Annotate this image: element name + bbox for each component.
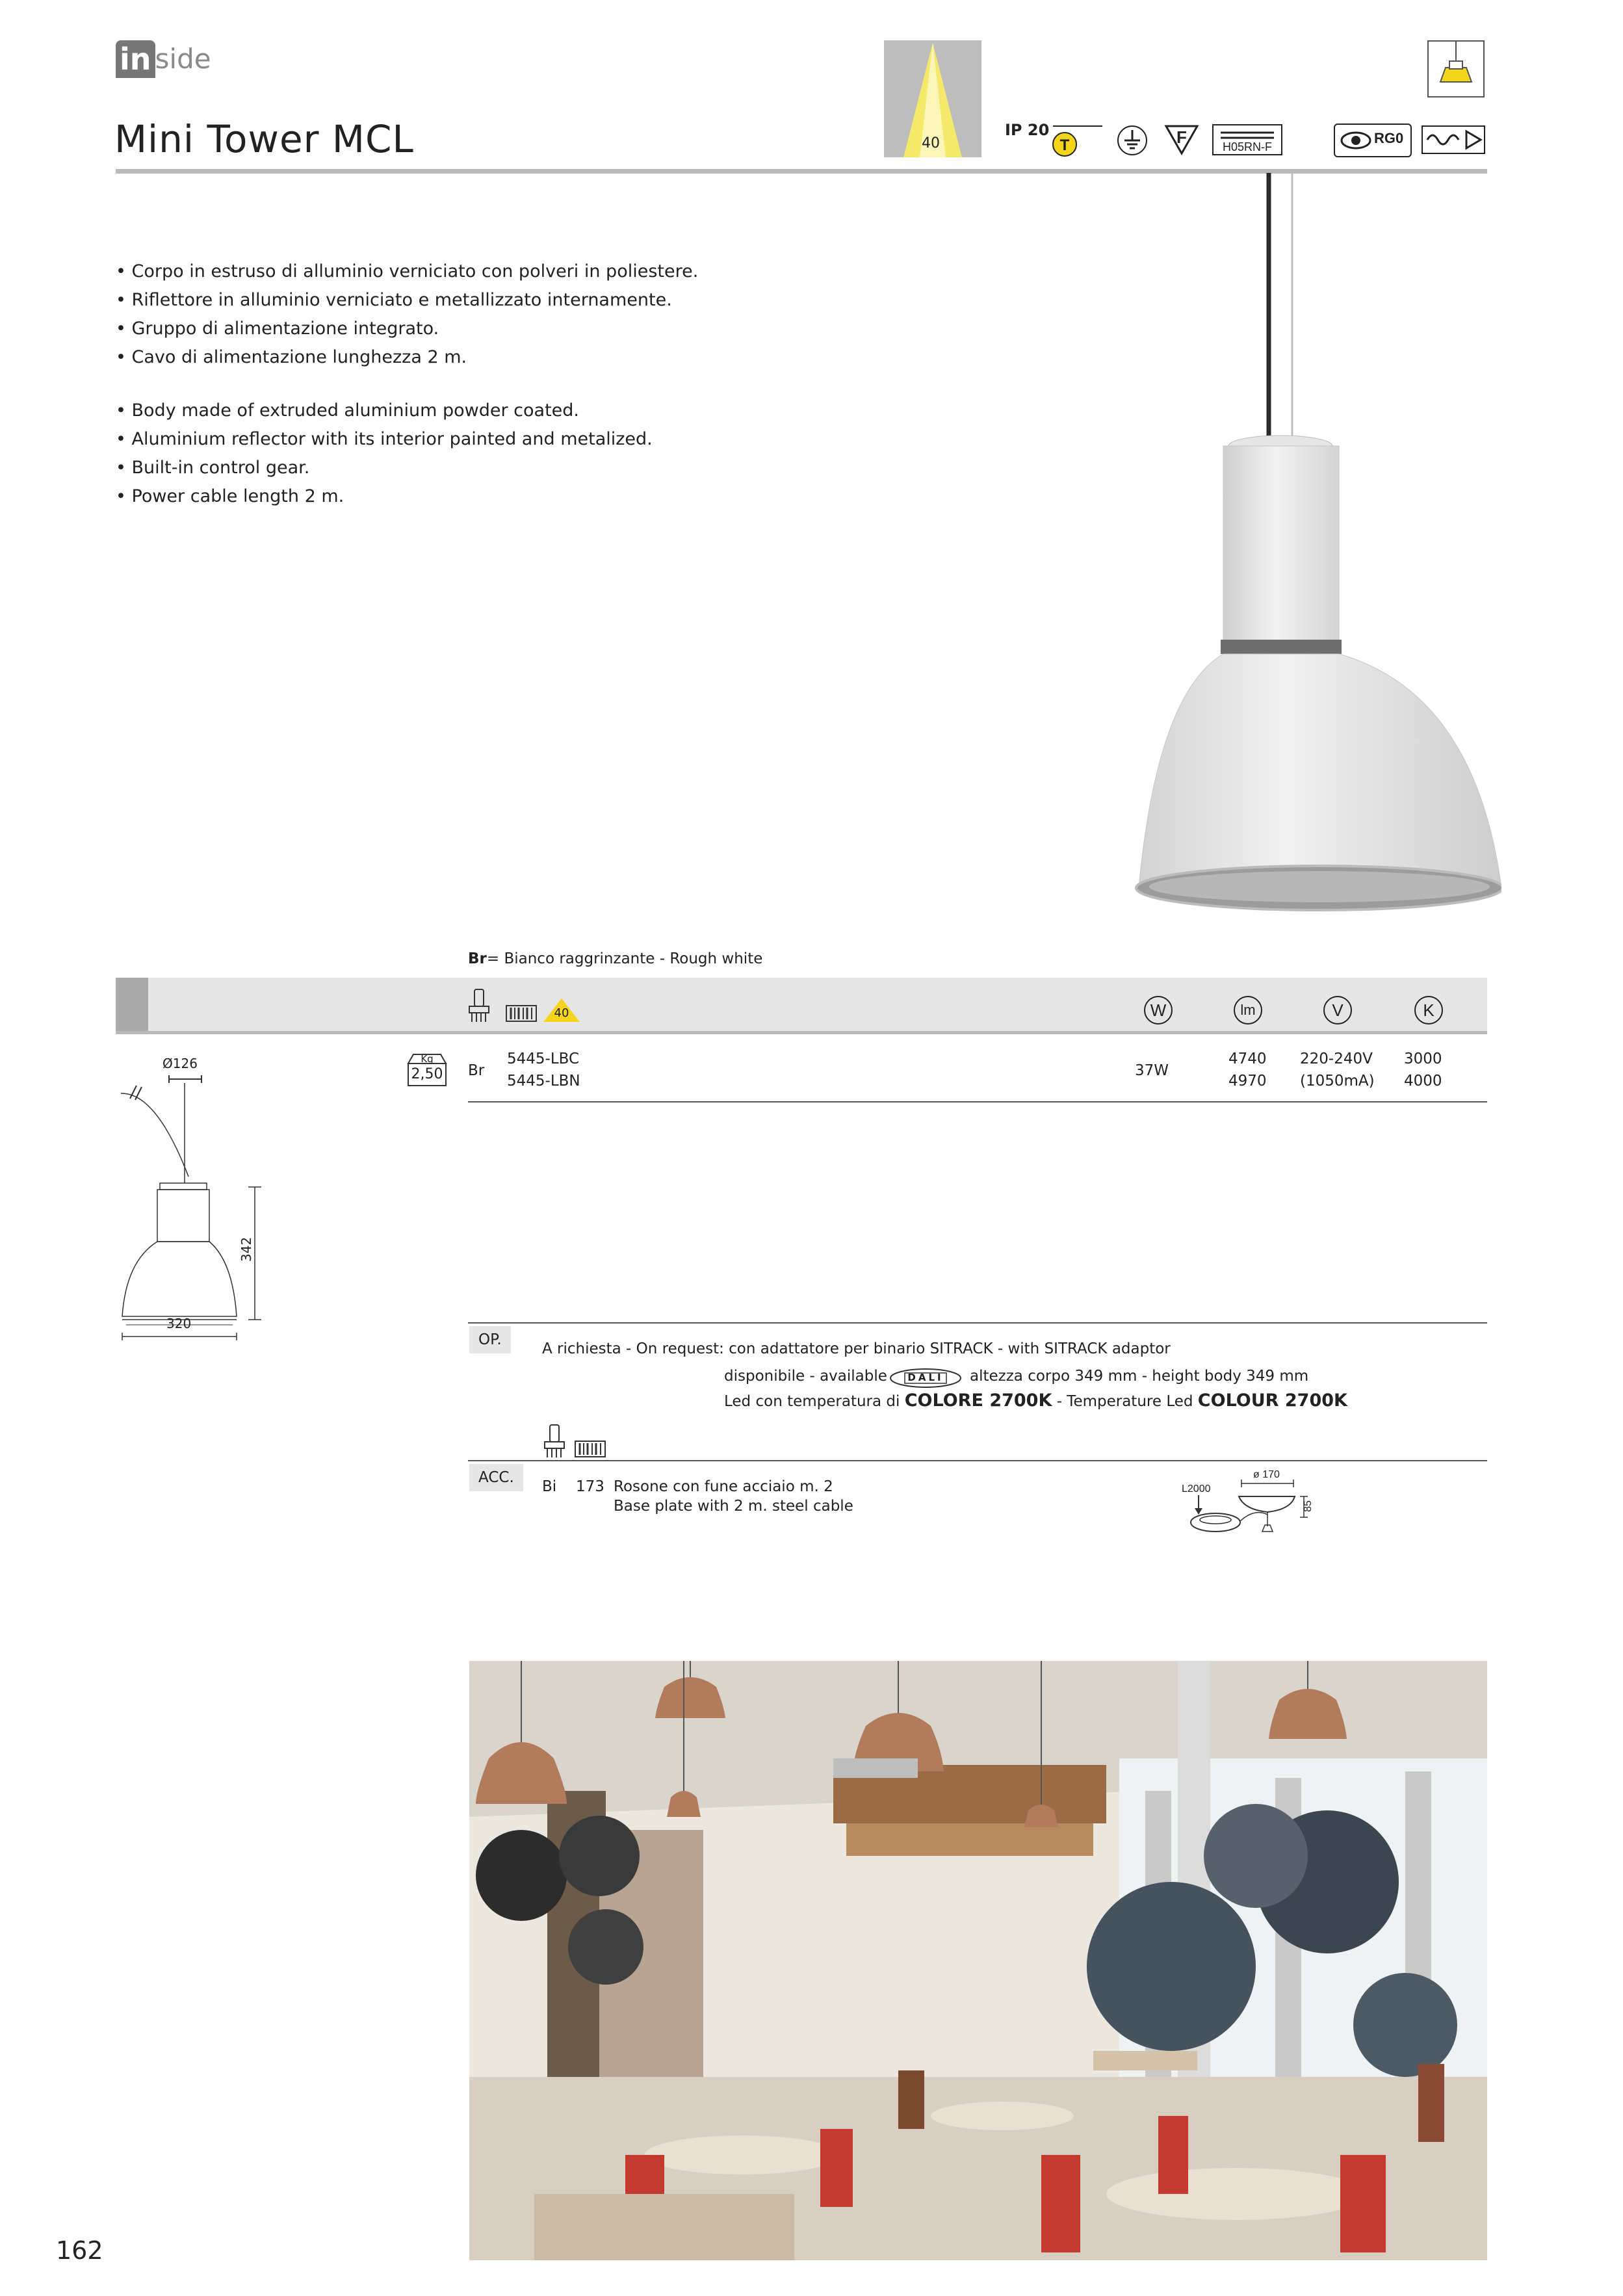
- finish-note: [468, 950, 762, 967]
- volt-symbol: V: [1323, 996, 1352, 1024]
- row-finish: Br: [468, 1062, 485, 1079]
- row-lumen: 4740: [1228, 1050, 1267, 1067]
- accessory-barcode-icon: [575, 1441, 606, 1460]
- kelvin-icon: [1414, 996, 1443, 1024]
- finish-paint-icon: [467, 988, 491, 1026]
- accessory-code: 173: [576, 1478, 604, 1495]
- accessory-desc-it: Rosone con fune acciaio m. 2: [614, 1478, 833, 1495]
- drawing-diameter: Ø126: [162, 1056, 198, 1071]
- description: [116, 257, 698, 511]
- earth-ground-icon: [1115, 124, 1149, 160]
- brand-logo-box: in: [116, 40, 155, 78]
- base-plate-drawing: [1176, 1469, 1319, 1541]
- page-number: 162: [56, 2236, 103, 2265]
- options-line2-prefix: disponibile - available: [724, 1368, 887, 1385]
- row-kelvin: 4000: [1404, 1073, 1442, 1089]
- row-divider: [468, 1101, 1487, 1102]
- beam-badge: [542, 997, 581, 1023]
- weight-unit: Kg: [421, 1053, 434, 1065]
- cable-type-label: H05RN-F: [1222, 140, 1272, 153]
- dali-badge: [889, 1368, 962, 1389]
- description-en-line: • Built-in control gear.: [116, 458, 310, 478]
- description-en-line: • Body made of extruded aluminium powder coated.: [116, 400, 579, 421]
- watt-icon: [1144, 996, 1173, 1024]
- options-line1: A richiesta - On request: con adattatore per binario SITRACK - with SITRACK adaptor: [542, 1340, 1171, 1357]
- weight-icon: [404, 1052, 450, 1088]
- description-en-line: • Aluminium reflector with its interior painted and metalized.: [116, 429, 653, 449]
- description-it-line: • Cavo di alimentazione lunghezza 2 m.: [116, 347, 467, 367]
- pendant-type-icon: [1427, 40, 1485, 98]
- ip-rating: IP 20: [1005, 121, 1050, 139]
- cable-type-icon: [1212, 122, 1283, 157]
- lumen-symbol: lm: [1234, 996, 1262, 1024]
- base-plate-diameter: ø 170: [1253, 1469, 1280, 1480]
- drawing-width: 320: [166, 1316, 192, 1331]
- table-header-marker: [116, 978, 148, 1031]
- dali-label: DALI: [907, 1372, 944, 1383]
- risk-group-icon: [1334, 124, 1412, 157]
- ambient-photo: [469, 1661, 1487, 2260]
- driver-icon: [1421, 124, 1486, 159]
- finish-description: = Bianco raggrinzante - Rough white: [486, 950, 763, 967]
- description-it-line: • Riflettore in alluminio verniciato e metallizzato internamente.: [116, 290, 672, 310]
- row-kelvin: 3000: [1404, 1050, 1442, 1067]
- svg-text:T: T: [1059, 137, 1070, 154]
- temperature-icon: [1045, 122, 1104, 164]
- table-header-divider: [116, 1031, 1487, 1034]
- row-watt: 37W: [1135, 1062, 1169, 1079]
- options-line3-middle: - Temperature Led: [1052, 1393, 1198, 1410]
- accessories-label: ACC.: [469, 1464, 523, 1491]
- accessory-finish: Bi: [542, 1478, 557, 1495]
- options-line2-suffix: altezza corpo 349 mm - height body 349 mm: [970, 1368, 1309, 1385]
- table-header: [116, 978, 1487, 1031]
- brand-logo-text: side: [155, 43, 211, 75]
- options-line3-prefix: Led con temperatura di: [724, 1393, 905, 1410]
- product-title: Mini Tower MCL: [114, 117, 414, 161]
- beam-angle-value: 40: [922, 135, 940, 151]
- description-it-line: • Gruppo di alimentazione integrato.: [116, 319, 439, 339]
- risk-group-label: RG0: [1374, 130, 1404, 146]
- beam-badge-value: 40: [554, 1006, 569, 1020]
- f-mark-icon: [1163, 122, 1200, 159]
- options-line3-colour-en: COLOUR 2700K: [1197, 1390, 1347, 1411]
- product-image: [1079, 173, 1501, 914]
- row-code: 5445-LBC: [507, 1050, 580, 1067]
- options-line3: [724, 1390, 1347, 1413]
- base-plate-height: 85: [1302, 1500, 1314, 1512]
- options-line3-colour-it: COLORE 2700K: [904, 1390, 1052, 1411]
- row-lumen: 4970: [1228, 1073, 1267, 1089]
- description-en-line: • Power cable length 2 m.: [116, 486, 344, 506]
- row-code: 5445-LBN: [507, 1073, 580, 1089]
- accessory-paint-icon: [542, 1424, 567, 1461]
- lumen-icon: [1234, 996, 1262, 1024]
- accessory-desc-en: Base plate with 2 m. steel cable: [614, 1498, 853, 1515]
- row-voltage: 220-240V: [1300, 1050, 1373, 1067]
- base-plate-cable-length: L2000: [1182, 1483, 1211, 1494]
- finish-code: Br: [468, 950, 487, 967]
- volt-icon: [1323, 996, 1352, 1024]
- technical-drawing: [117, 1047, 286, 1352]
- description-it-line: • Corpo in estruso di alluminio verniciato con polveri in poliestere.: [116, 261, 699, 281]
- options-divider: [468, 1322, 1487, 1324]
- options-label: OP.: [469, 1326, 511, 1353]
- weight-value: 2,50: [411, 1066, 443, 1082]
- brand-logo: [116, 40, 211, 81]
- barcode-icon: [506, 1005, 537, 1024]
- watt-symbol: W: [1144, 996, 1173, 1024]
- accessories-divider: [468, 1460, 1487, 1461]
- drawing-height: 342: [239, 1236, 255, 1262]
- row-current: (1050mA): [1300, 1073, 1375, 1089]
- svg-text:F: F: [1176, 127, 1187, 147]
- kelvin-symbol: K: [1414, 996, 1443, 1024]
